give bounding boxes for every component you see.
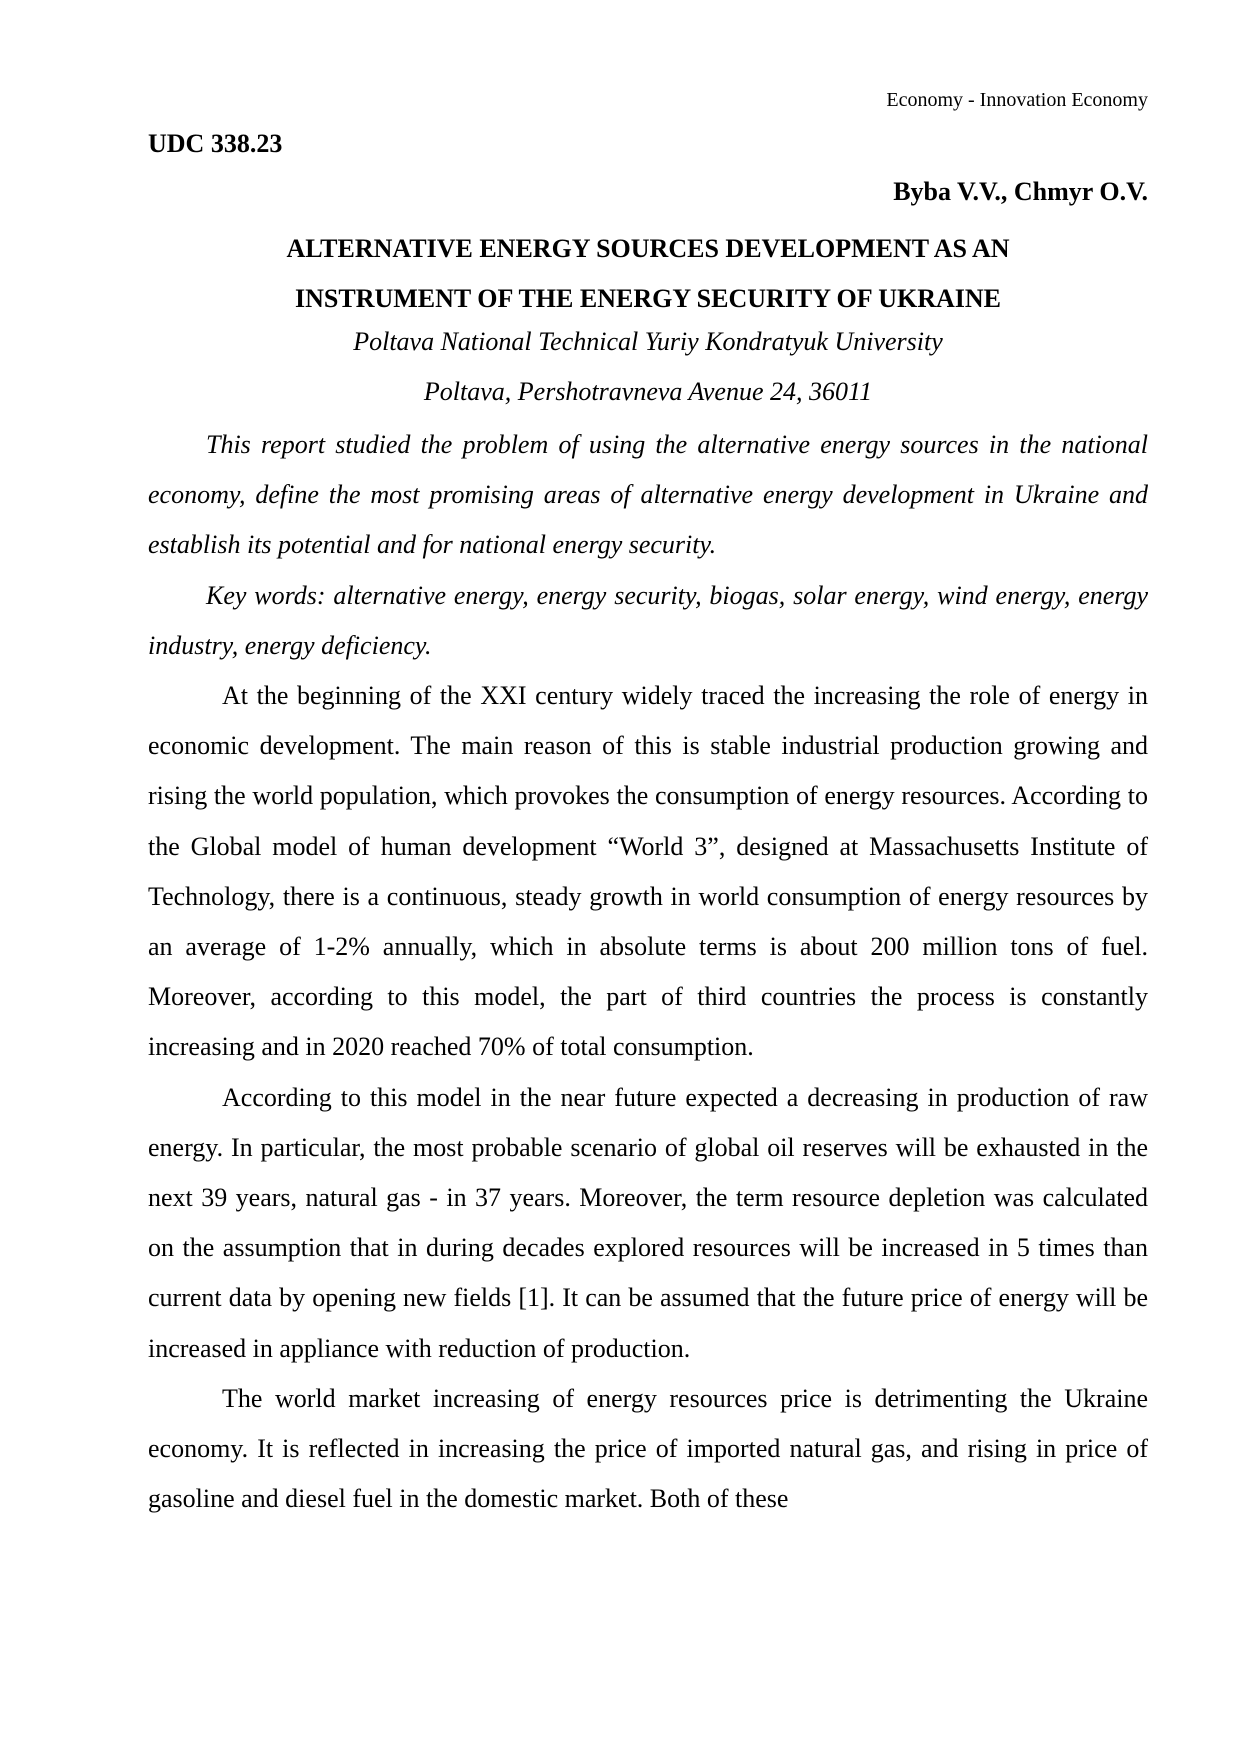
abstract-text: This report studied the problem of using the alternative energy sources in the national economy, define the most promising areas of alternative energy development in Ukraine and establish its potential and for national energy security. <box>148 430 1148 560</box>
paper-title <box>148 224 1148 324</box>
body-paragraph: The world market increasing of energy resources price is detrimenting the Ukraine economy. It is reflected in increasing the price of imported natural gas, and rising in price of gasoline and diesel fuel in the domestic market. Both of these <box>148 1383 1148 1514</box>
abstract <box>148 420 1148 571</box>
keywords-label: Key words: <box>206 581 326 610</box>
authors: Byba V.V., Chmyr O.V. <box>893 177 1148 206</box>
udc-code: UDC 338.23 <box>148 129 283 158</box>
keywords-text: alternative energy, energy security, biogas, solar energy, wind energy, energy industry, energy deficiency. <box>148 581 1148 661</box>
keywords <box>148 571 1148 671</box>
title-line-1: ALTERNATIVE ENERGY SOURCES DEVELOPMENT AS AN <box>286 234 1010 263</box>
body-paragraph: At the beginning of the XXI century widely traced the increasing the role of energy in economic development. The main reason of this is stable industrial production growing and rising the world population, which provokes the consumption of energy resources. According to the Global model of human development “World 3”, designed at Massachusetts Institute of Technology, there is a continuous, steady growth in world consumption of energy resources by an average of 1-2% annually, which in absolute terms is about 200 million tons of fuel. Moreover, according to this model, the part of third countries the process is constantly increasing and in 2020 reached 70% of total consumption. <box>148 681 1148 1062</box>
keywords-paragraph <box>148 571 1148 671</box>
body-paragraph: According to this model in the near future expected a decreasing in production of raw energy. In particular, the most probable scenario of global oil reserves will be exhausted in the next 39 years, natural gas - in 37 years. Moreover, the term resource depletion was calculated on the assumption that in during decades explored resources will be increased in 5 times than current data by opening new fields [1]. It can be assumed that the future price of energy will be increased in appliance with reduction of production. <box>148 1082 1148 1363</box>
running-head: Economy - Innovation Economy <box>886 89 1148 111</box>
affiliation-address: Poltava, Pershotravneva Avenue 24, 36011 <box>423 377 873 406</box>
title-line-2: INSTRUMENT OF THE ENERGY SECURITY OF UKRAINE <box>295 284 1001 313</box>
affiliation-institution: Poltava National Technical Yuriy Kondratyuk University <box>353 327 943 356</box>
body-text <box>148 671 1148 1524</box>
